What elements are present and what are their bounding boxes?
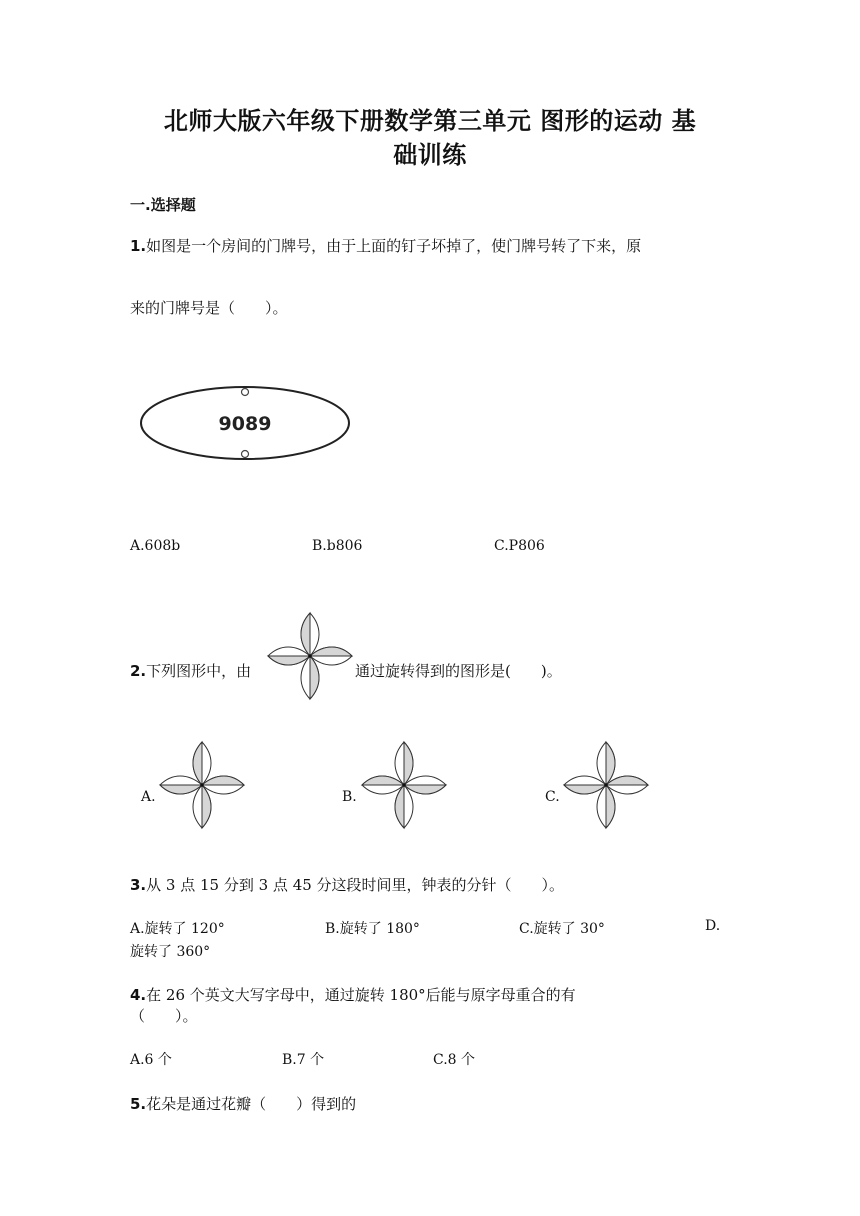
question-1-line-2: 来的门牌号是（ ）。 (130, 299, 288, 317)
question-5-number: 5. (130, 1095, 147, 1113)
title-line-2: 础训练 (393, 141, 467, 169)
flower-option-b[interactable] (362, 742, 446, 828)
question-1-text: 如图是一个房间的门牌号，由于上面的钉子坏掉了，使门牌号转了下来，原 (146, 237, 642, 255)
question-4-line-2: （ ）。 (130, 1007, 198, 1025)
q1-option-c[interactable]: C.P806 (494, 538, 545, 554)
page-title (130, 104, 730, 172)
q3-option-d-text[interactable]: 旋转了 360° (130, 944, 211, 960)
question-3-number: 3. (130, 876, 147, 894)
section-heading: 一.选择题 (130, 196, 196, 214)
question-1-line-1 (130, 235, 641, 257)
question-2-after: 通过旋转得到的图形是( )。 (355, 662, 562, 680)
question-4-line-1 (130, 984, 576, 1006)
flower-option-c[interactable] (564, 742, 648, 828)
question-3 (130, 874, 564, 896)
flower-original (268, 613, 352, 699)
question-3-text: 从 3 点 15 分到 3 点 45 分这段时间里，钟表的分针（ ）。 (146, 876, 565, 894)
flower-option-a[interactable] (160, 742, 244, 828)
q3-option-d[interactable]: D. (705, 918, 721, 934)
title-line-1: 北师大版六年级下册数学第三单元 图形的运动 基 (163, 107, 697, 135)
question-5 (130, 1093, 356, 1115)
q3-option-c[interactable]: C.旋转了 30° (519, 921, 605, 937)
door-plate-figure (140, 380, 360, 466)
door-plate-number: 9089 (218, 413, 272, 435)
question-2-number: 2. (130, 662, 147, 680)
question-2-text-before: 下列图形中，由 (146, 662, 252, 680)
q4-option-b[interactable]: B.7 个 (282, 1052, 325, 1068)
question-5-text: 花朵是通过花瓣（ ）得到的 (146, 1095, 357, 1113)
q3-option-a[interactable]: A.旋转了 120° (130, 921, 225, 937)
question-2-before (130, 660, 251, 682)
q4-option-c[interactable]: C.8 个 (433, 1052, 476, 1068)
q3-option-b[interactable]: B.旋转了 180° (325, 921, 420, 937)
question-4-text: 在 26 个英文大写字母中，通过旋转 180°后能与原字母重合的有 (146, 986, 576, 1004)
q2-option-a[interactable]: A. (141, 789, 156, 805)
q2-option-c[interactable]: C. (545, 789, 560, 805)
q1-option-a[interactable]: A.608b (130, 538, 181, 554)
q4-option-a[interactable]: A.6 个 (130, 1052, 172, 1068)
question-1-number: 1. (130, 237, 147, 255)
q2-option-b[interactable]: B. (342, 789, 357, 805)
q1-option-b[interactable]: B.b806 (312, 538, 363, 554)
question-4-number: 4. (130, 986, 147, 1004)
